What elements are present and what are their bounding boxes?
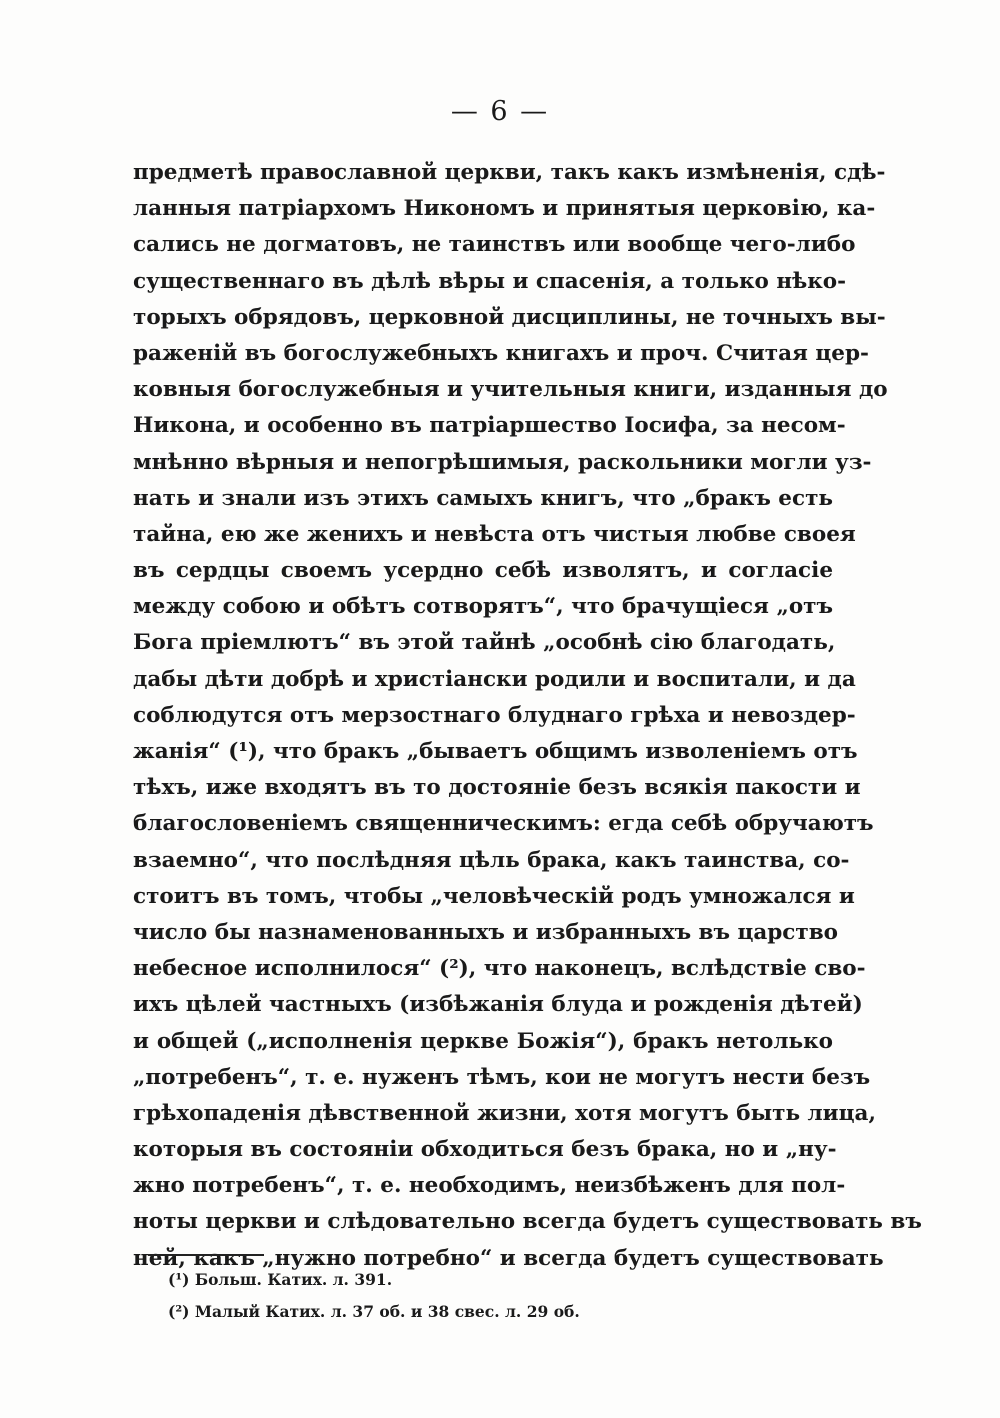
text-line: Бога пріемлютъ“ въ этой тайнѣ „особнѣ сію благодать, — [133, 630, 836, 656]
main-text — [133, 155, 922, 1277]
text-line: грѣхопаденія дѣвственной жизни, хотя могутъ быть лица, — [133, 1100, 876, 1126]
text-line: предметѣ православной церкви, такъ какъ измѣненія, сдѣ- — [133, 160, 886, 185]
text-line: раженій въ богослужебныхъ книгахъ и проч. Считая цер- — [133, 340, 869, 366]
text-line: небесное исполнилося“ (²), что наконецъ, вслѣдствіе сво- — [133, 956, 866, 982]
footnote: (¹) Больш. Катих. л. 391. — [168, 1270, 393, 1289]
text-line: Никона, и особенно въ патріаршество Іосифа, за несом- — [133, 413, 846, 439]
text-line: существеннаго въ дѣлѣ вѣры и спасенія, а только нѣко- — [133, 268, 847, 294]
text-line: число бы назнаменованныхъ и избранныхъ въ царство — [133, 919, 838, 945]
text-line: ней, какъ „нужно потребно“ и всегда будетъ существовать — [133, 1245, 884, 1271]
page-number: — 6 — — [450, 96, 550, 127]
text-line: которыя въ состояніи обходиться безъ брака, но и „ну- — [133, 1137, 837, 1163]
text-line: между собою и обѣтъ сотворятъ“, что брачущіеся „отъ — [133, 594, 833, 620]
text-line: въ сердцы своемъ усердно себѣ изволятъ, и согласіе — [133, 558, 833, 584]
text-line: тѣхъ, иже входятъ въ то достояніе безъ всякія пакости и — [133, 775, 861, 801]
text-line: и общей („исполненія церкве Божія“), бракъ нетолько — [133, 1028, 833, 1054]
text-line: ноты церкви и слѣдовательно всегда будетъ существовать въ — [133, 1209, 922, 1235]
text-line: тайна, ею же женихъ и невѣста отъ чистыя любве своея — [133, 521, 856, 547]
text-line: дабы дѣти добрѣ и христіански родили и воспитали, и да — [133, 666, 856, 692]
footnote: (²) Малый Катих. л. 37 об. и 38 свес. л. 29 об. — [168, 1302, 580, 1321]
text-line: стоитъ въ томъ, чтобы „человѣческій родъ умножался и — [133, 883, 855, 909]
footnote-divider — [148, 1254, 264, 1256]
footnotes — [168, 1264, 580, 1328]
text-line: сались не догматовъ, не таинствъ или вообще чего-либо — [133, 232, 856, 258]
text-line: благословеніемъ священническимъ: егда себѣ обручаютъ — [133, 811, 874, 837]
text-line: ихъ цѣлей частныхъ (избѣжанія блуда и рожденія дѣтей) — [133, 992, 863, 1018]
text-line: „потребенъ“, т. е. нуженъ тѣмъ, кои не могутъ нести безъ — [133, 1064, 871, 1090]
text-line: взаемно“, что послѣдняя цѣль брака, какъ таинства, со- — [133, 847, 850, 873]
text-line: жно потребенъ“, т. е. необходимъ, неизбѣженъ для пол- — [133, 1173, 846, 1199]
text-line: ланныя патріархомъ Никономъ и принятыя церковію, ка- — [133, 196, 876, 222]
text-line: торыхъ обрядовъ, церковной дисциплины, не точныхъ вы- — [133, 304, 886, 330]
text-line: мнѣнно вѣрныя и непогрѣшимыя, раскольники могли уз- — [133, 449, 872, 475]
text-line: ковныя богослужебныя и учительныя книги, изданныя до — [133, 377, 888, 403]
text-line: соблюдутся отъ мерзостнаго блуднаго грѣха и невоздер- — [133, 702, 856, 728]
text-line: жанія“ (¹), что бракъ „бываетъ общимъ изволеніемъ отъ — [133, 739, 858, 764]
text-line: нать и знали изъ этихъ самыхъ книгъ, что „бракъ есть — [133, 485, 833, 511]
